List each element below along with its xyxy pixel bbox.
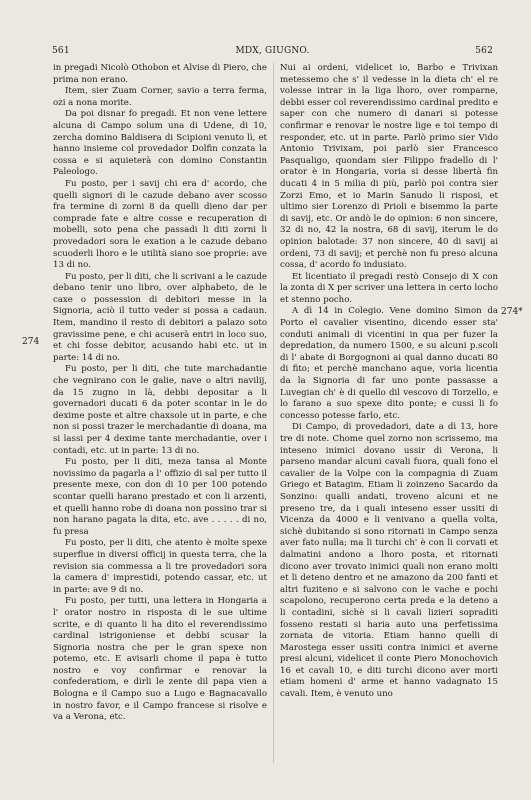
paragraph: Nui ai ordeni, videlicet io, Barbo e Trivixan metessemo che s' il vedesse in la dieta ch' el re volesse intrar in la liga lhoro, over romparne, debbi esser col reverendissimo cardinal predito e saper con che numero di danari si potesse confirmar e renovar le nostre lige e toi tempo di responder, etc. ut in parte. Parlò primo sier Vido Antonio Trivixam, poi parlò sier Francesco Pasqualigo, quondam sier Filippo fradello di l' orator è in Hongaria, voria si desse libertà fin ducati 4 in 5 milia di più, parlò poi contra sier Zorzi Emo, et io Marin Sanudo li risposi, et ultimo sier Lorenzo di Prioli e bisemmo la parte di savij, etc. Or andò le do opinion: 6 non sincere, 32 di no, 42 la nostra, 68 di savij, iterum le do opinion balotade: 37 non sincere, 40 di savij ai ordeni, 73 di savij; et perchè non fu preso alcuna cossa, d' acordo fo indusiato. bbox=[280, 63, 498, 271]
running-title: MDX, GIUGNO. bbox=[235, 46, 310, 56]
paragraph: Di Campo, di provedadori, date a dì 13, hore tre di note. Chome quel zorno non scrissemo, ma inteseno inimici dovano ussir di Verona, li parseno mandar alcuni cavali fuora, quali fono el cavalier de la Volpe con la compagnia di Zuam Griego et Batagim. Etiam li zoinzeno Sacardo da Sonzino: qualli andati, troveno alcuni et ne preseno tre, da i quali inteseno esser ussiti di Vicenza da 4000 e li venivano a quella volta, sichè dubitando si sono ritornati in Campo senza aver fato nulla; ma li turchi ch' è con li corvati et dalmatini andono a lhoro posta, et ritornati dicono aver trovato inimici quali non erano molti et li deteno dentro et ne amazono da 200 fanti et altri fuziteno e si salvono con le vache e pochi scapolono, recuperono certa preda e la deteno a li contadini, sichè si li cavali lizieri sopraditi fosseno restati si haria auto una perfetissima zornata de vitoria. Etiam hanno quelli di Marostega esser ussiti contra inimici et averne presi alcuni, videlicet il conte Piero Monochovich 16 et cavali 10, e diti turchi dicono aver morti etiam homeni d' arme et hanno vadagnato 15 cavali. Item, è venuto uno bbox=[280, 422, 498, 700]
paragraph: Item, sier Zuam Corner, savio a terra ferma, ozi a nona morite. bbox=[53, 86, 267, 108]
margin-number-left: 274 bbox=[22, 337, 40, 347]
paragraph: Fu posto, per li diti, meza tansa al Monte novissimo da pagarla a l' offizio di sal per tutto il presente mexe, con don di 10 per 100 potendo scontar quelli harano prestado et con li arzenti, et quelli hanno robe di doana non possino trar si non harano pagata la dita, etc. ave . . . . . di no, fu presa bbox=[53, 457, 267, 537]
paragraph: Fu posto, per i savij chi era d' acordo, che quelli signori di le cazude debano aver scosso fra termine di zorni 8 da quelli dieno dar per comprade fate e altre cosse e recuperation di mobelli, soto pena che passadi li diti zorni li provedadori sora le exation a le cazude debano scuoderli lhoro e le utilità siano soe proprie: ave 13 di no. bbox=[53, 178, 267, 271]
paragraph: Fu posto, per li diti, che li scrivani a le cazude debano tenir uno libro, over alphabeto, de le caxe o possession di debitori messe in la Signoria, aciò il tutto veder si possa a cadaun. Item, mandino il resto di debitori a palazo soto gravissime pene, e chi acuserà entri in loco suo, et chi fosse debitor, acusando habi etc. ut in parte: 14 di no. bbox=[53, 271, 267, 363]
page-number-left: 561 bbox=[52, 46, 70, 56]
right-column bbox=[280, 63, 498, 701]
paragraph: A dì 14 in Colegio. Vene domino Simon da Porto el cavalier visentino, dicendo esser sta' conduti animali di vicentini in qua per fuzer la depredation, da numero 1500, e su alcuni p.scoli di l' abate di Borgognoni ai qual danno ducati 80 di fito; et perchè manchano aque, voria licentia da la Signoria di far uno ponte passasse a Luvegian ch' è di quello dil vescovo di Torzello, e lo farano a suo spexe dito ponte; e cussi li fo concesso potesse farlo, etc. bbox=[280, 306, 498, 421]
paragraph: Fu posto, per li diti, che tute marchadantie che vegnirano con le galie, nave o altri navilij, da 15 zugno in là, debbi depositar a li governadori ducati 6 da poter scontar in le do dexime poste et altre chaxsole ut in parte, e che non si possi trazer le merchadantie di doana, ma si lassi per 4 dexime tante merchadantie, over i contadi, etc. ut in parte: 13 di no. bbox=[53, 364, 267, 456]
margin-number-right: 274* bbox=[501, 307, 523, 317]
page-number-right: 562 bbox=[475, 46, 493, 56]
paragraph: Fu posto, per tutti, una lettera in Hongaria a l' orator nostro in risposta di le sue ultime scrite, e di quanto li ha dito el reverendissimo cardinal istrigoniense et debbi scusar la Signoria nostra che per le gran spexe non potemo, etc. E avisarli chome il papa è tutto nostro e voy confirmar e renovar la confederatiom, e dirli le zente dil papa vien a Bologna e il Campo suo a Lugo e Bagnacavallo in nostro favor, e il Campo francese si risolve e va a Verona, etc. bbox=[53, 596, 267, 723]
paragraph: Da poi disnar fo pregadi. Et non vene lettere alcuna di Campo solum una di Udene, di 10, zercha domino Baldisera di Scipioni venuto lì, et hanno insieme col provedador Dolfin conzata la cossa e si aquieterà con domino Constantin Paleologo. bbox=[53, 109, 267, 178]
column-divider bbox=[273, 63, 274, 763]
paragraph: in pregadi Nicolò Othobon et Alvise di Piero, che prima non erano. bbox=[53, 63, 267, 85]
paragraph: Fu posto, per li diti, che atento è molte spexe superflue in diversi officij in questa terra, che la revision sia commessa a li tre provedadori sora la camera d' imprestidi, potendo cassar, etc. ut in parte: ave 9 di no. bbox=[53, 538, 267, 595]
running-header bbox=[52, 46, 493, 58]
left-column bbox=[53, 63, 267, 724]
paragraph: Et licentiato il pregadi restò Consejo di X con la zonta di X per scriver una lettera in certo locho et stenno pocho. bbox=[280, 271, 498, 305]
